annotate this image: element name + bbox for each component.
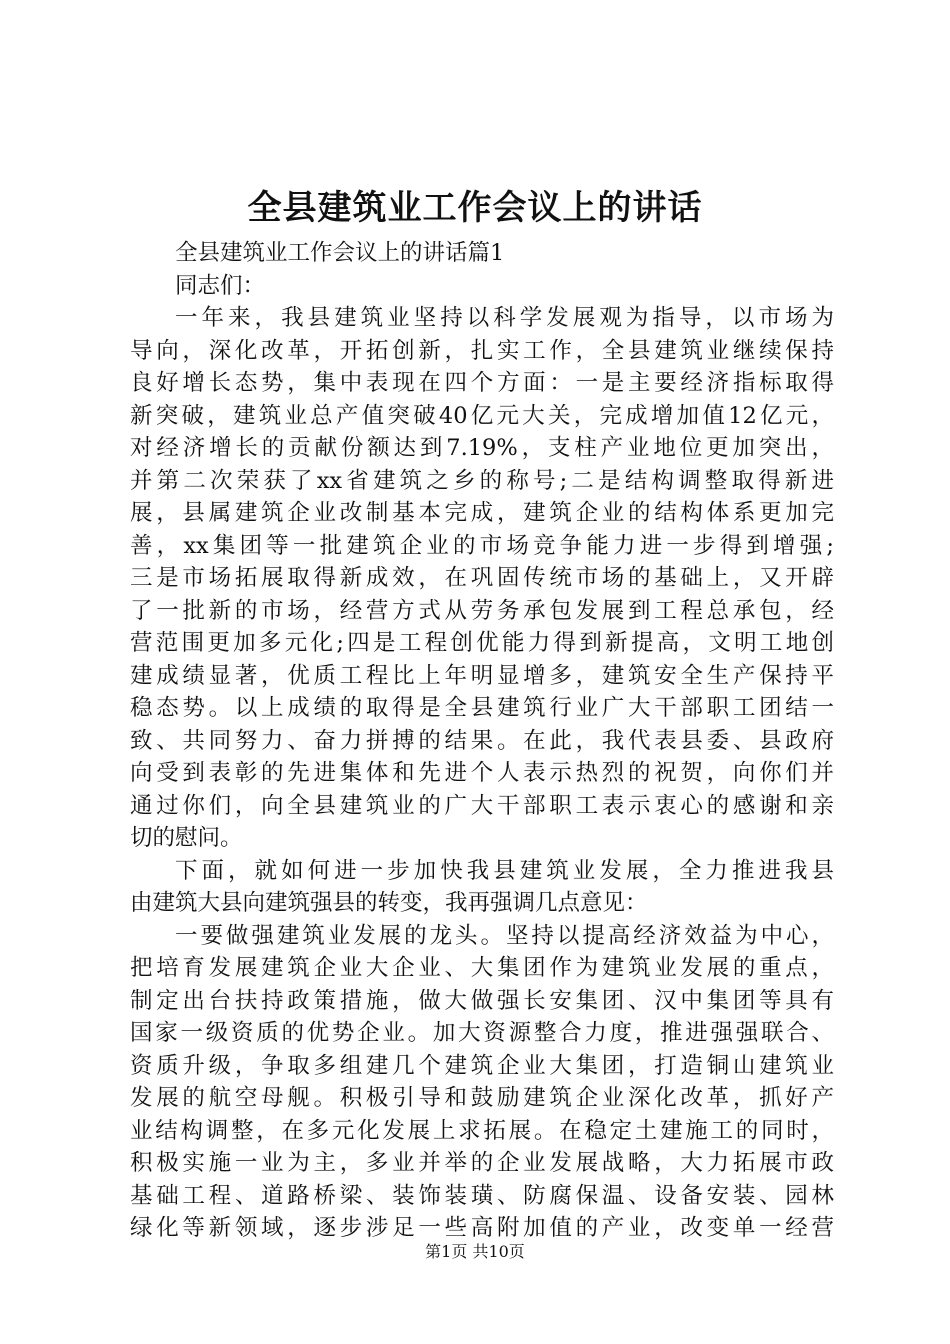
paragraph-list (130, 302, 834, 1245)
paragraph-line: 营范围更加多元化;四是工程创优能力得到新提高，文明工地创 (130, 630, 834, 656)
paragraph-line: 建成绩显著，优质工程比上年明显增多，建筑安全生产保持平 (130, 662, 834, 689)
paragraph-line: 三是市场拓展取得新成效，在巩固传统市场的基础上，又开辟 (130, 565, 834, 591)
paragraph-line: 国家一级资质的优势企业。加大资源整合力度，推进强强联合、 (130, 1020, 834, 1046)
paragraph-line: 把培育发展建筑企业大企业、大集团作为建筑业发展的重点， (130, 955, 834, 981)
paragraph-line: 绿化等新领域，逐步涉足一些高附加值的产业，改变单一经营 (130, 1215, 834, 1241)
paragraph (130, 302, 834, 855)
paragraph-line: 业结构调整，在多元化发展上求拓展。在稳定土建施工的同时， (130, 1117, 834, 1144)
paragraph-line: 展，县属建筑企业改制基本完成，建筑企业的结构体系更加完 (130, 500, 834, 526)
paragraph-line: 善，xx集团等一批建筑企业的市场竞争能力进一步得到增强; (130, 532, 834, 559)
paragraph-line: 致、共同努力、奋力拼搏的结果。在此，我代表县委、县政府 (130, 727, 834, 754)
paragraph-line: 良好增长态势，集中表现在四个方面：一是主要经济指标取得 (130, 370, 834, 396)
paragraph-line: 下面，就如何进一步加快我县建筑业发展，全力推进我县 (175, 857, 834, 884)
paragraph-line: 稳态势。以上成绩的取得是全县建筑行业广大干部职工团结一 (130, 695, 834, 721)
paragraph-line: 对经济增长的贡献份额达到7.19%，支柱产业地位更加突出， (130, 435, 834, 461)
page-number: 第1页 共10页 (425, 1242, 525, 1261)
paragraph (130, 920, 834, 1245)
paragraph-line: 切的慰问。 (130, 825, 243, 851)
paragraph-line: 新突破，建筑业总产值突破40亿元大关，完成增加值12亿元， (130, 402, 834, 429)
salutation: 同志们： (175, 272, 266, 299)
paragraph-line: 并第二次荣获了xx省建筑之乡的称号;二是结构调整取得新进 (130, 467, 834, 494)
document-title: 全县建筑业工作会议上的讲话 (247, 188, 703, 228)
section-heading: 全县建筑业工作会议上的讲话篇1 (175, 240, 505, 266)
paragraph-line: 向受到表彰的先进集体和先进个人表示热烈的祝贺，向你们并 (130, 760, 834, 786)
paragraph-line: 由建筑大县向建筑强县的转变，我再强调几点意见： (130, 890, 648, 916)
paragraph-line: 了一批新的市场，经营方式从劳务承包发展到工程总承包，经 (130, 597, 834, 624)
paragraph-line: 一年来，我县建筑业坚持以科学发展观为指导，以市场为 (175, 305, 834, 331)
paragraph-line: 导向，深化改革，开拓创新，扎实工作，全县建筑业继续保持 (130, 337, 834, 364)
paragraph (130, 855, 834, 920)
paragraph-line: 基础工程、道路桥梁、装饰装璜、防腐保温、设备安装、园林 (130, 1182, 834, 1209)
paragraph-line: 一要做强建筑业发展的龙头。坚持以提高经济效益为中心， (175, 922, 834, 949)
paragraph-line: 通过你们，向全县建筑业的广大干部职工表示衷心的感谢和亲 (130, 792, 834, 819)
paragraph-line: 发展的航空母舰。积极引导和鼓励建筑企业深化改革，抓好产 (130, 1085, 834, 1111)
document-body (130, 237, 834, 1245)
paragraph-line: 资质升级，争取多组建几个建筑企业大集团，打造铜山建筑业 (130, 1052, 834, 1079)
paragraph-line: 制定出台扶持政策措施，做大做强长安集团、汉中集团等具有 (130, 987, 834, 1014)
paragraph-line: 积极实施一业为主，多业并举的企业发展战略，大力拓展市政 (130, 1150, 834, 1176)
